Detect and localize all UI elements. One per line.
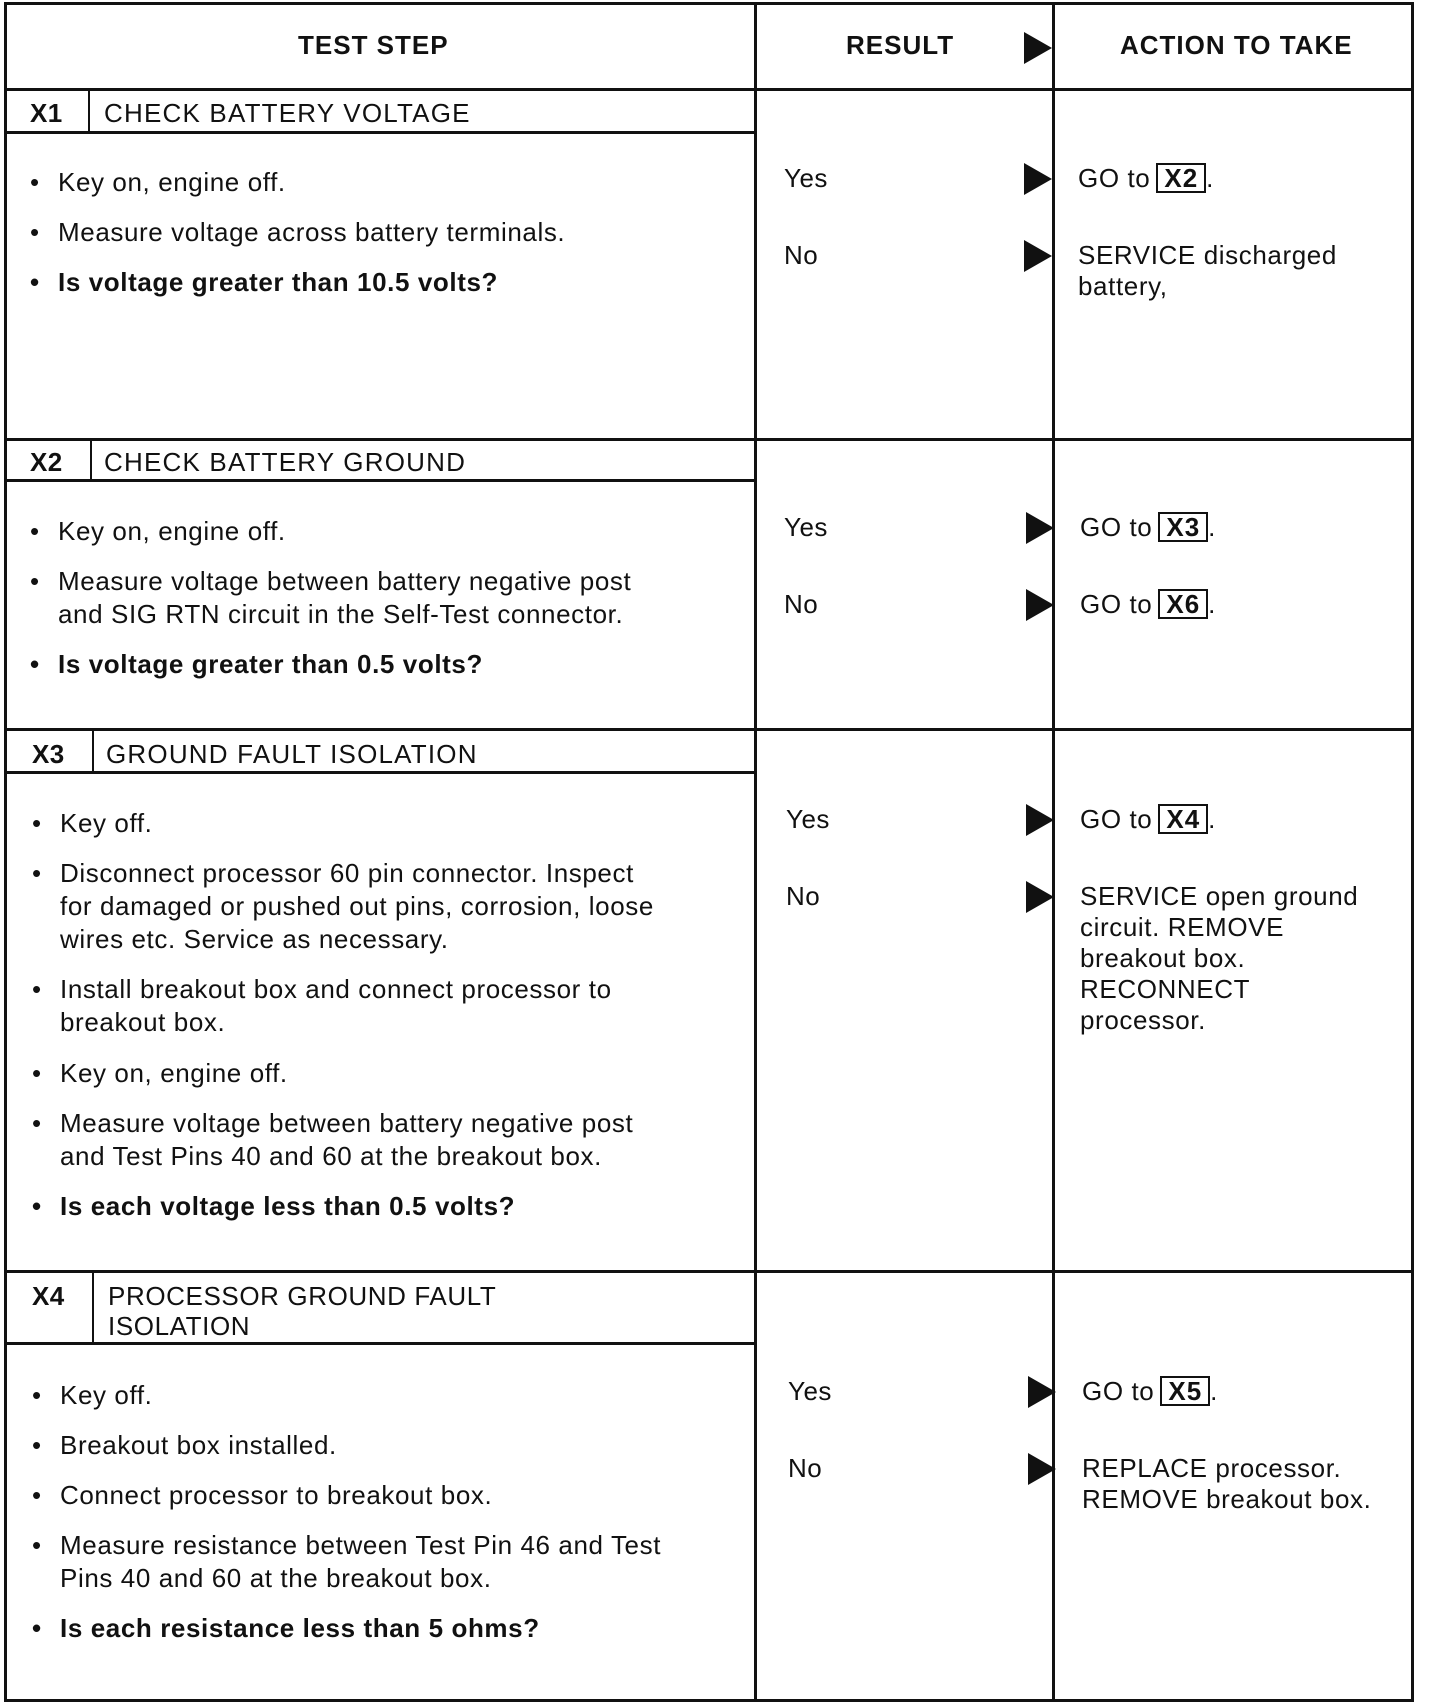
header-result-arrow-icon <box>1024 32 1052 64</box>
frame-bottom <box>4 1699 1414 1702</box>
step-title: CHECK BATTERY VOLTAGE <box>104 98 471 128</box>
step-id: X2 <box>30 447 63 477</box>
step-title: PROCESSOR GROUND FAULT ISOLATION <box>108 1281 497 1341</box>
frame-top <box>4 2 1414 5</box>
column-divider-result <box>754 2 757 1702</box>
result-arrow-icon <box>1026 512 1054 544</box>
step-id-divider <box>88 90 90 133</box>
result-arrow-icon <box>1028 1376 1056 1408</box>
action-goto: GO to X3 . <box>1080 512 1216 542</box>
result-arrow-icon <box>1024 240 1052 272</box>
result-arrow-icon <box>1026 589 1054 621</box>
action-text: SERVICE discharged battery, <box>1078 240 1337 301</box>
header-test-step: TEST STEP <box>298 30 449 60</box>
goto-step-link[interactable]: X4 <box>1158 804 1208 834</box>
row-divider <box>4 438 1414 441</box>
action-goto: GO to X2 . <box>1078 163 1214 193</box>
step-title-rule <box>4 479 756 482</box>
step-id: X3 <box>32 739 65 769</box>
action-goto: GO to X4 . <box>1080 804 1216 834</box>
result-yes: Yes <box>788 1376 832 1406</box>
step-id-divider <box>92 1272 94 1344</box>
frame-left <box>4 2 7 1702</box>
result-yes: Yes <box>784 163 828 193</box>
step-title: GROUND FAULT ISOLATION <box>106 739 478 769</box>
result-no: No <box>788 1453 823 1483</box>
step-id: X1 <box>30 98 63 128</box>
action-goto: GO to X6 . <box>1080 589 1216 619</box>
step-id-divider <box>92 730 94 773</box>
step-title: CHECK BATTERY GROUND <box>104 447 467 477</box>
action-text: REPLACE processor. REMOVE breakout box. <box>1082 1453 1372 1514</box>
result-arrow-icon <box>1026 804 1054 836</box>
header-result: RESULT <box>846 30 955 60</box>
result-arrow-icon <box>1026 881 1054 913</box>
step-title-rule <box>4 771 756 774</box>
header-rule <box>4 88 1414 91</box>
goto-step-link[interactable]: X5 <box>1160 1376 1210 1406</box>
result-no: No <box>784 589 819 619</box>
result-no: No <box>784 240 819 270</box>
column-divider-action <box>1052 2 1055 1702</box>
diagnostic-table: TEST STEP RESULT ACTION TO TAKE X1 CHECK BATTERY VOLTAGE • Key on, engine off. • Measure voltage across battery terminals. • Is voltage greater than 10.5 volts? Yes GO to X2 . No SERVICE discharged battery, X2 CHECK BATTERY GROUND • Key on, engine off. • Measure voltage between battery negative post and SIG RTN circuit in the Self-Test connector. • Is voltage greater than 0.5 volts? Yes GO to X3 . No GO to X6 . X3 GROUND FAULT ISOLATION • Key off. • Disconnect processor 60 pin connector. Inspect for damaged or pushed out pins, corrosion, loose wires etc. Service as necessary. • Install breakout box and connect processor to breakout box. • Key on, engine off. • Measure voltage between battery negative post and Test Pins 40 and 60 at the breakout box. • Is each voltage less than 0.5 volts? Yes GO to X4 . No SERVICE open ground circuit. REMOVE breakout box. RECONNECT processor. X4 PROCESSOR GROUND FAULT ISOLATION • Key off. • Breakout box installed. • Connect processor to breakout box. • Measure resistance between Test Pin 46 and Test Pins 40 and 60 at the breakout box. • Is each resistance less than 5 ohms? Yes GO to X5 . No REPLACE processor. REMOVE breakout box. <box>4 2 1414 1702</box>
result-yes: Yes <box>784 512 828 542</box>
goto-step-link[interactable]: X2 <box>1156 163 1206 193</box>
result-arrow-icon <box>1028 1453 1056 1485</box>
goto-step-link[interactable]: X6 <box>1158 589 1208 619</box>
action-text: SERVICE open ground circuit. REMOVE breakout box. RECONNECT processor. <box>1080 881 1359 1035</box>
header-action: ACTION TO TAKE <box>1120 30 1353 60</box>
row-divider <box>4 728 1414 731</box>
goto-step-link[interactable]: X3 <box>1158 512 1208 542</box>
result-no: No <box>786 881 821 911</box>
step-title-rule <box>4 1342 756 1345</box>
row-divider <box>4 1270 1414 1273</box>
step-id: X4 <box>32 1281 65 1311</box>
result-yes: Yes <box>786 804 830 834</box>
step-title-rule <box>4 131 756 134</box>
frame-right <box>1411 2 1414 1702</box>
step-id-divider <box>90 440 92 481</box>
result-arrow-icon <box>1024 163 1052 195</box>
action-goto: GO to X5 . <box>1082 1376 1218 1406</box>
